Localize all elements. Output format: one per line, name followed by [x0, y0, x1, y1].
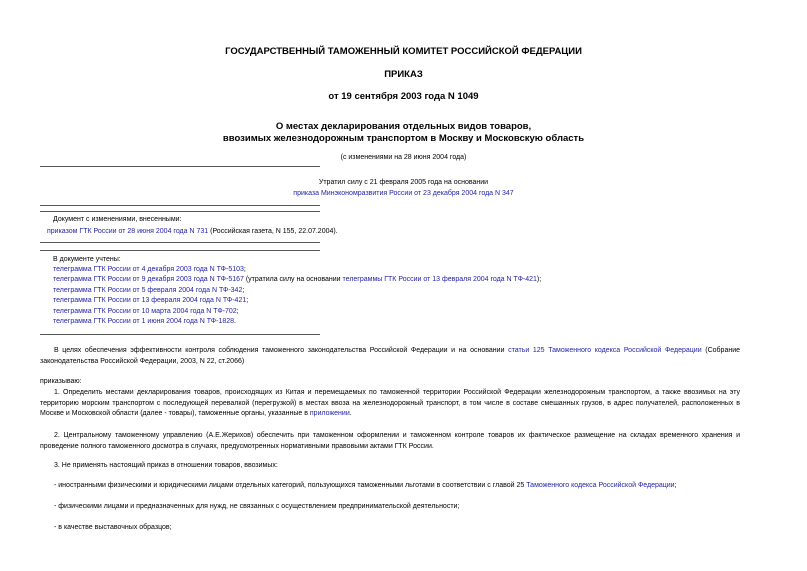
- divider: [40, 334, 320, 335]
- considered-label: В документе учтены:: [53, 256, 121, 263]
- document-date-number: от 19 сентября 2003 года N 1049: [328, 91, 479, 102]
- preamble: В целях обеспечения эффективности контроля соблюдения таможенного законодательства Российской Федерации и на основании статьи 125 Таможенного кодекса Российской Федерации (Собрание законодательства Российской Федерации, 2003, N 22, ст.2066): [40, 347, 741, 365]
- order-word: приказываю:: [40, 378, 82, 385]
- code-article-link[interactable]: статьи 125 Таможенного кодекса Российской Федерации: [508, 347, 702, 354]
- telegram-link[interactable]: телеграмма ГТК России от 1 июня 2004 года N ТФ-1828: [53, 318, 235, 326]
- telegram-link[interactable]: телеграммы ГТК России от 13 февраля 2004 года N ТФ-421: [342, 276, 537, 284]
- considered-list: [53, 265, 753, 327]
- document-title-line-2: ввозимых железнодорожным транспортом в Москву и Московскую область: [222, 133, 585, 144]
- bullet-2: - физическими лицами и предназначенных для нужд, не связанных с осуществлением предпринимательской деятельности;: [54, 503, 460, 510]
- telegram-link[interactable]: телеграмма ГТК России от 5 февраля 2004 года N ТФ-342: [53, 286, 243, 294]
- list-item: телеграмма ГТК России от 4 декабря 2003 года N ТФ-5103;: [53, 266, 246, 273]
- list-item: телеграмма ГТК России от 1 июня 2004 года N ТФ-1828.: [53, 318, 236, 326]
- document-type: ПРИКАЗ: [384, 69, 423, 80]
- telegram-link[interactable]: телеграмма ГТК России от 13 февраля 2004 года N ТФ-421: [53, 297, 247, 305]
- issuing-authority: ГОСУДАРСТВЕННЫЙ ТАМОЖЕННЫЙ КОМИТЕТ РОССИЙСКОЙ ФЕДЕРАЦИИ: [225, 46, 582, 57]
- paragraph-3: 3. Не применять настоящий приказ в отношении товаров, ввозимых:: [54, 462, 278, 469]
- list-item: телеграмма ГТК России от 9 декабря 2003 года N ТФ-5167 (утратила силу на основании телеграммы ГТК России от 13 февраля 2004 года N ТФ-421);: [53, 276, 542, 284]
- paragraph-1: 1. Определить местами декларирования товаров, происходящих из Китая и перемещаемых по таможенной территории Российской Федерации железнодорожным транспортом, а также ввозимых на эту территорию морским транспортом с последующей перевалкой (перегрузкой) в местах ввоза на железнодорожный транспорт, в том числе в составе смешанных грузов, в адрес получателей, расположенных в Москве и Московской области (далее - товары), таможенные органы, указанные в приложении.: [40, 389, 740, 418]
- paragraph-2: 2. Центральному таможенному управлению (А.Е.Жерихов) обеспечить при таможенном оформлении и таможенном контроле товаров их фактическое размещение на складах временного хранения и проведение полного таможенного досмотра в случаях, предусмотренных нормативными правовыми актами ГТК России.: [40, 432, 740, 450]
- list-item: телеграмма ГТК России от 5 февраля 2004 года N ТФ-342;: [53, 286, 245, 294]
- changes-note: (с изменениями на 28 июня 2004 года): [340, 154, 467, 161]
- divider: [40, 205, 320, 206]
- list-item: телеграмма ГТК России от 10 марта 2004 года N ТФ-702;: [53, 307, 239, 315]
- amendment-source: (Российская газета, N 155, 22.07.2004).: [210, 228, 338, 235]
- bullet-1: - иностранными физическими и юридическими лицами отдельных категорий, пользующихся таможенными льготами в соответствии с главой 25 Таможенного кодекса Российской Федерации;: [54, 482, 677, 489]
- divider: [40, 250, 320, 251]
- lost-force-link[interactable]: приказа Минэкономразвития России от 23 декабря 2004 года N 347: [293, 190, 514, 197]
- telegram-link[interactable]: телеграмма ГТК России от 4 декабря 2003 года N ТФ-5103: [53, 266, 244, 273]
- telegram-link[interactable]: телеграмма ГТК России от 10 марта 2004 года N ТФ-702: [53, 307, 237, 315]
- amendment-link[interactable]: приказом ГТК России от 28 июня 2004 года N 731: [47, 228, 209, 235]
- document-title-line-1: О местах декларирования отдельных видов товаров,: [275, 121, 532, 132]
- divider: [40, 242, 320, 243]
- lost-force-text: Утратил силу с 21 февраля 2005 года на основании: [318, 179, 489, 186]
- bullet-3: - в качестве выставочных образцов;: [54, 524, 172, 531]
- appendix-link[interactable]: приложении: [309, 410, 350, 418]
- amendments-label: Документ с изменениями, внесенными:: [53, 216, 182, 223]
- customs-code-link[interactable]: Таможенного кодекса Российской Федерации: [526, 482, 675, 489]
- list-item: телеграмма ГТК России от 13 февраля 2004 года N ТФ-421;: [53, 297, 249, 305]
- amendments-line: [47, 227, 338, 237]
- divider: [40, 166, 320, 167]
- telegram-link[interactable]: телеграмма ГТК России от 9 декабря 2003 года N ТФ-5167: [53, 276, 244, 284]
- divider: [40, 211, 320, 212]
